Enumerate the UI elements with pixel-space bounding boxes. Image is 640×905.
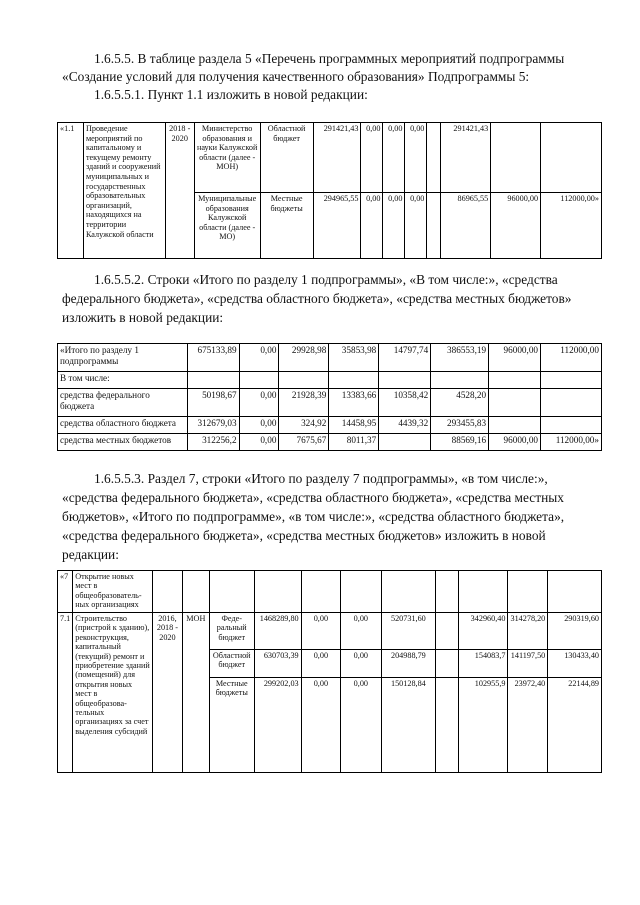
cell <box>381 571 436 613</box>
value-e: 154083,7 <box>458 650 508 678</box>
paragraph-3-line-5: редакции: <box>62 547 119 562</box>
value-f <box>491 123 541 193</box>
value-e: 102955,9 <box>458 678 508 773</box>
cell: 0,00 <box>239 344 279 372</box>
cell: 14797,74 <box>379 344 431 372</box>
section-number: «7 <box>58 571 73 613</box>
cell <box>489 417 541 434</box>
cell <box>153 571 183 613</box>
paragraph-1-line-2: «Создание условий для получения качественного образования» Подпрограммы 5: <box>62 69 530 84</box>
cell <box>541 389 602 417</box>
cell: 96000,00 <box>489 434 541 451</box>
value-a: 0,00 <box>301 678 340 773</box>
cell <box>329 372 379 389</box>
row-label: В том числе: <box>58 372 188 389</box>
cell: 8011,37 <box>329 434 379 451</box>
funding-source: Областной бюджет <box>209 650 254 678</box>
funding-source: Областной бюджет <box>260 123 313 193</box>
cell <box>379 372 431 389</box>
cell <box>436 571 459 613</box>
value-c: 0,00 <box>405 123 427 193</box>
cell: 96000,00 <box>489 344 541 372</box>
cell <box>279 372 329 389</box>
paragraph-3-line-1: 1.6.5.5.3. Раздел 7, строки «Итого по разделу 7 подпрограммы», «в том числе:», <box>94 471 548 486</box>
value-g: 290319,60 <box>548 613 602 650</box>
cell <box>182 571 209 613</box>
executor: Министерство образования и науки Калужской области (далее - МОН) <box>194 123 260 193</box>
cell <box>209 571 254 613</box>
value-a: 0,00 <box>361 123 383 193</box>
cell: 0,00 <box>239 417 279 434</box>
item-number: 7.1 <box>58 613 73 773</box>
cell: 21928,39 <box>279 389 329 417</box>
table-row <box>58 571 602 613</box>
value-b: 0,00 <box>341 650 381 678</box>
value-c: 520731,60 <box>381 613 436 650</box>
cell: 10358,42 <box>379 389 431 417</box>
paragraph-3-line-2: «средства федерального бюджета», «средства областного бюджета», «средства местных <box>62 490 564 505</box>
executor: МОН <box>182 613 209 773</box>
cell <box>431 372 489 389</box>
value-d <box>436 650 459 678</box>
value-f: 96000,00 <box>491 193 541 259</box>
value-b: 0,00 <box>383 123 405 193</box>
value-f: 141197,50 <box>508 650 548 678</box>
item-years: 2018 - 2020 <box>165 123 194 259</box>
funding-source: Местные бюджеты <box>209 678 254 773</box>
cell: 35853,98 <box>329 344 379 372</box>
table-2-section-1-totals <box>57 343 602 451</box>
value-d <box>436 678 459 773</box>
table-row <box>58 389 602 417</box>
cell <box>489 372 541 389</box>
total-value: 1468289,80 <box>254 613 301 650</box>
cell: 14458,95 <box>329 417 379 434</box>
cell: 0,00 <box>239 434 279 451</box>
cell <box>508 571 548 613</box>
cell: 4439,32 <box>379 417 431 434</box>
cell <box>341 571 381 613</box>
funding-source: Местные бюджеты <box>260 193 313 259</box>
cell <box>541 372 602 389</box>
section-name: Открытие новых мест в общеобразователь-ных организациях <box>73 571 153 613</box>
value-b: 0,00 <box>383 193 405 259</box>
paragraph-1-line-1: 1.6.5.5. В таблице раздела 5 «Перечень программных мероприятий подпрограммы <box>94 51 565 66</box>
cell: 324,92 <box>279 417 329 434</box>
paragraph-1-line-3: 1.6.5.5.1. Пункт 1.1 изложить в новой редакции: <box>94 87 368 102</box>
cell: 293455,83 <box>431 417 489 434</box>
paragraph-2-line-3: изложить в новой редакции: <box>62 310 224 325</box>
table-row <box>58 372 602 389</box>
table-row <box>58 613 602 650</box>
cell: 7675,67 <box>279 434 329 451</box>
value-e: 86965,55 <box>441 193 491 259</box>
row-label: средства федерального бюджета <box>58 389 188 417</box>
value-e: 342960,40 <box>458 613 508 650</box>
cell: 675133,89 <box>187 344 239 372</box>
cell: 29928,98 <box>279 344 329 372</box>
table-3-section-7 <box>57 570 602 773</box>
cell <box>548 571 602 613</box>
value-c: 204988,79 <box>381 650 436 678</box>
row-label: «Итого по разделу 1 подпрограммы <box>58 344 188 372</box>
total-value: 299202,03 <box>254 678 301 773</box>
table-row <box>58 434 602 451</box>
cell: 112000,00 <box>541 344 602 372</box>
value-g: 112000,00» <box>541 193 602 259</box>
cell: 312256,2 <box>187 434 239 451</box>
table-row <box>58 344 602 372</box>
cell: 50198,67 <box>187 389 239 417</box>
cell: 4528,20 <box>431 389 489 417</box>
paragraph-2-line-1: 1.6.5.5.2. Строки «Итого по разделу 1 подпрограммы», «В том числе:», «средства <box>94 272 558 287</box>
value-g: 22144,89 <box>548 678 602 773</box>
paragraph-3-line-3: бюджетов», «Итого по подпрограмме», «в том числе:», «средства областного бюджета», <box>62 509 565 524</box>
value-f: 23972,40 <box>508 678 548 773</box>
value-a: 0,00 <box>301 613 340 650</box>
cell: 13383,66 <box>329 389 379 417</box>
cell <box>239 372 279 389</box>
value-c: 0,00 <box>405 193 427 259</box>
value-d <box>427 123 441 193</box>
cell <box>301 571 340 613</box>
value-g: 130433,40 <box>548 650 602 678</box>
value-g <box>541 123 602 193</box>
value-b: 0,00 <box>341 678 381 773</box>
value-d <box>436 613 459 650</box>
cell: 386553,19 <box>431 344 489 372</box>
total-value: 294965,55 <box>313 193 361 259</box>
cell: 112000,00» <box>541 434 602 451</box>
table-row <box>58 123 602 193</box>
table-row <box>58 417 602 434</box>
value-f: 314278,20 <box>508 613 548 650</box>
funding-source: Феде-ральный бюджет <box>209 613 254 650</box>
cell: 88569,16 <box>431 434 489 451</box>
cell <box>379 434 431 451</box>
cell: 312679,03 <box>187 417 239 434</box>
total-value: 291421,43 <box>313 123 361 193</box>
cell <box>187 372 239 389</box>
item-name: Строительство (пристрой к зданию), реконструкция, капитальный (текущий) ремонт и приобретение зданий (помещений) для открытия новых мест в общеобразова-тельных организациях за счет выделения субсидий <box>73 613 153 773</box>
value-c: 150128,84 <box>381 678 436 773</box>
item-number: «1.1 <box>58 123 84 259</box>
total-value: 630703,39 <box>254 650 301 678</box>
item-years: 2016, 2018 - 2020 <box>153 613 183 773</box>
table-1-item-1-1 <box>57 122 602 259</box>
cell <box>458 571 508 613</box>
value-b: 0,00 <box>341 613 381 650</box>
cell <box>541 417 602 434</box>
value-e: 291421,43 <box>441 123 491 193</box>
paragraph-2-line-2: федерального бюджета», «средства областного бюджета», «средства местных бюджетов» <box>62 291 572 306</box>
row-label: средства местных бюджетов <box>58 434 188 451</box>
cell: 0,00 <box>239 389 279 417</box>
item-name: Проведение мероприятий по капитальному и текущему ремонту зданий и сооружений муниципальных и государственных образовательных организаций, находящихся на территории Калужской области <box>83 123 165 259</box>
row-label: средства областного бюджета <box>58 417 188 434</box>
executor: Муниципальные образования Калужской области (далее - МО) <box>194 193 260 259</box>
paragraph-3-line-4: «средства федерального бюджета», «средства местных бюджетов» изложить в новой <box>62 528 546 543</box>
value-a: 0,00 <box>301 650 340 678</box>
value-a: 0,00 <box>361 193 383 259</box>
cell <box>489 389 541 417</box>
value-d <box>427 193 441 259</box>
cell <box>254 571 301 613</box>
